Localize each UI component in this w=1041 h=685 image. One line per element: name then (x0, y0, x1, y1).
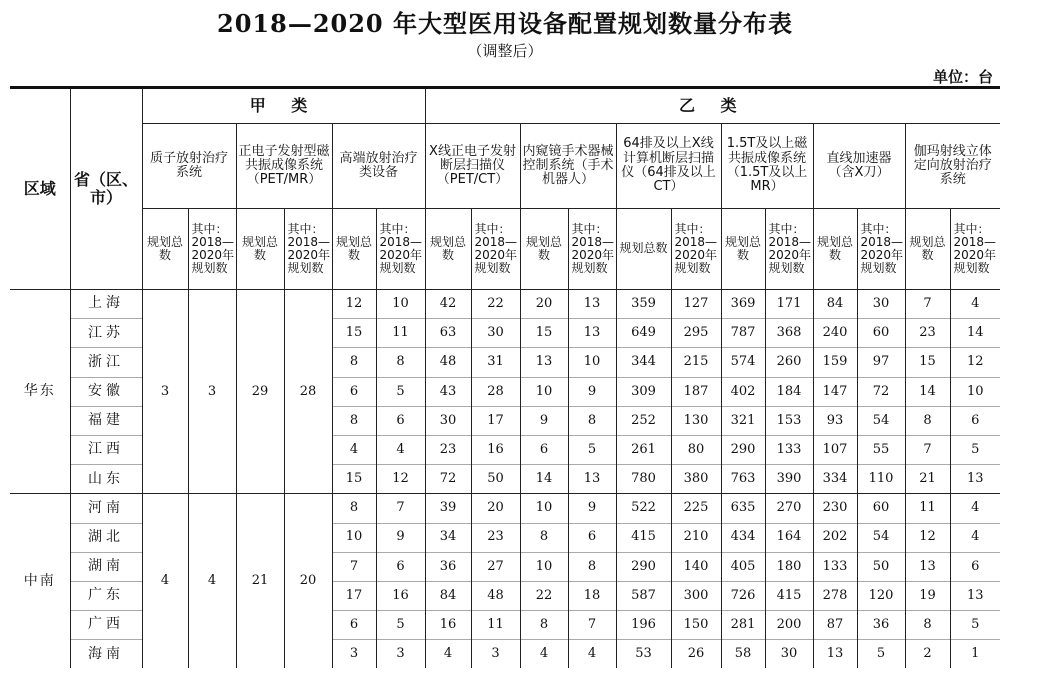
value-cell: 225 (671, 494, 721, 523)
value-cell: 28 (471, 377, 520, 406)
province-cell: 安徽 (70, 377, 142, 406)
equipment-header-5: 内窥镜手术器械控制系统（手术机器人） (520, 124, 616, 209)
value-cell: 31 (471, 348, 520, 377)
value-cell: 3 (471, 640, 520, 669)
value-cell: 30 (471, 319, 520, 348)
table-row (10, 290, 1000, 319)
header-category-a: 甲 类 (142, 88, 425, 124)
category-a-shared-value: 20 (284, 494, 332, 669)
value-cell: 8 (905, 611, 950, 640)
value-cell: 5 (857, 640, 905, 669)
value-cell: 11 (905, 494, 950, 523)
value-cell: 164 (765, 523, 813, 552)
value-cell: 36 (857, 611, 905, 640)
subheader-total: 规划总数 (425, 209, 471, 290)
value-cell: 20 (520, 290, 568, 319)
value-cell: 5 (376, 611, 425, 640)
value-cell: 13 (905, 552, 950, 581)
subheader-total: 规划总数 (236, 209, 284, 290)
value-cell: 9 (376, 523, 425, 552)
value-cell: 22 (520, 581, 568, 610)
subheader-plan: 其中：2018—2020年规划数 (284, 209, 332, 290)
table-row (10, 494, 1000, 523)
value-cell: 4 (950, 290, 1000, 319)
value-cell: 150 (671, 611, 721, 640)
subheader-plan: 其中：2018—2020年规划数 (765, 209, 813, 290)
subheader-total: 规划总数 (616, 209, 671, 290)
value-cell: 12 (376, 465, 425, 494)
value-cell: 54 (857, 406, 905, 435)
equipment-header-7: 1.5T及以上磁共振成像系统（1.5T及以上 MR） (721, 124, 813, 209)
value-cell: 60 (857, 319, 905, 348)
province-cell: 湖南 (70, 552, 142, 581)
value-cell: 34 (425, 523, 471, 552)
value-cell: 50 (857, 552, 905, 581)
value-cell: 8 (332, 348, 376, 377)
value-cell: 26 (671, 640, 721, 669)
value-cell: 10 (376, 290, 425, 319)
value-cell: 147 (813, 377, 857, 406)
value-cell: 3 (376, 640, 425, 669)
page-subtitle: （调整后） (467, 42, 543, 60)
value-cell: 763 (721, 465, 765, 494)
value-cell: 278 (813, 581, 857, 610)
value-cell: 10 (520, 494, 568, 523)
value-cell: 6 (950, 406, 1000, 435)
value-cell: 14 (520, 465, 568, 494)
value-cell: 309 (616, 377, 671, 406)
value-cell: 153 (765, 406, 813, 435)
region-cell: 中南 (10, 494, 70, 669)
value-cell: 110 (857, 465, 905, 494)
value-cell: 8 (520, 611, 568, 640)
value-cell: 4 (332, 435, 376, 464)
value-cell: 7 (568, 611, 616, 640)
value-cell: 60 (857, 494, 905, 523)
subheader-total: 规划总数 (905, 209, 950, 290)
value-cell: 17 (332, 581, 376, 610)
province-cell: 山东 (70, 465, 142, 494)
value-cell: 6 (568, 523, 616, 552)
value-cell: 180 (765, 552, 813, 581)
value-cell: 2 (905, 640, 950, 669)
value-cell: 15 (332, 465, 376, 494)
subheader-plan: 其中：2018—2020年规划数 (471, 209, 520, 290)
province-cell: 海南 (70, 640, 142, 669)
value-cell: 434 (721, 523, 765, 552)
value-cell: 58 (721, 640, 765, 669)
subheader-plan: 其中：2018—2020年规划数 (568, 209, 616, 290)
value-cell: 8 (376, 348, 425, 377)
value-cell: 7 (905, 290, 950, 319)
value-cell: 7 (376, 494, 425, 523)
value-cell: 50 (471, 465, 520, 494)
sub-header-row (10, 209, 1000, 290)
value-cell: 8 (905, 406, 950, 435)
value-cell: 53 (616, 640, 671, 669)
value-cell: 43 (425, 377, 471, 406)
value-cell: 270 (765, 494, 813, 523)
value-cell: 120 (857, 581, 905, 610)
subheader-plan: 其中：2018—2020年规划数 (376, 209, 425, 290)
value-cell: 6 (376, 406, 425, 435)
category-a-shared-value: 3 (142, 290, 188, 494)
value-cell: 19 (905, 581, 950, 610)
equipment-header-4: X线正电子发射断层扫描仪（PET/CT） (425, 124, 520, 209)
value-cell: 5 (568, 435, 616, 464)
value-cell: 252 (616, 406, 671, 435)
value-cell: 787 (721, 319, 765, 348)
value-cell: 133 (813, 552, 857, 581)
page-title: 2018—2020 年大型医用设备配置规划数量分布表 (217, 9, 793, 38)
subheader-plan: 其中：2018—2020年规划数 (857, 209, 905, 290)
value-cell: 295 (671, 319, 721, 348)
value-cell: 15 (905, 348, 950, 377)
value-cell: 16 (471, 435, 520, 464)
subheader-total: 规划总数 (332, 209, 376, 290)
province-cell: 福建 (70, 406, 142, 435)
province-cell: 广西 (70, 611, 142, 640)
value-cell: 9 (568, 377, 616, 406)
value-cell: 405 (721, 552, 765, 581)
subheader-plan: 其中：2018—2020年规划数 (950, 209, 1000, 290)
value-cell: 15 (332, 319, 376, 348)
value-cell: 15 (520, 319, 568, 348)
province-cell: 广东 (70, 581, 142, 610)
value-cell: 13 (950, 465, 1000, 494)
province-cell: 江西 (70, 435, 142, 464)
value-cell: 4 (950, 523, 1000, 552)
value-cell: 359 (616, 290, 671, 319)
value-cell: 4 (376, 435, 425, 464)
value-cell: 8 (332, 406, 376, 435)
value-cell: 8 (520, 523, 568, 552)
category-a-shared-value: 3 (188, 290, 236, 494)
value-cell: 649 (616, 319, 671, 348)
subheader-total: 规划总数 (520, 209, 568, 290)
value-cell: 16 (376, 581, 425, 610)
value-cell: 187 (671, 377, 721, 406)
province-cell: 上海 (70, 290, 142, 319)
category-a-shared-value: 29 (236, 290, 284, 494)
value-cell: 171 (765, 290, 813, 319)
value-cell: 17 (471, 406, 520, 435)
value-cell: 13 (520, 348, 568, 377)
province-cell: 湖北 (70, 523, 142, 552)
value-cell: 140 (671, 552, 721, 581)
equipment-header-3: 高端放射治疗类设备 (332, 124, 425, 209)
value-cell: 290 (616, 552, 671, 581)
value-cell: 6 (520, 435, 568, 464)
value-cell: 97 (857, 348, 905, 377)
value-cell: 4 (950, 494, 1000, 523)
value-cell: 587 (616, 581, 671, 610)
value-cell: 12 (950, 348, 1000, 377)
value-cell: 130 (671, 406, 721, 435)
value-cell: 6 (950, 552, 1000, 581)
category-a-shared-value: 4 (142, 494, 188, 669)
equipment-header-9: 伽玛射线立体定向放射治疗系统 (905, 124, 1000, 209)
value-cell: 1 (950, 640, 1000, 669)
subheader-total: 规划总数 (142, 209, 188, 290)
value-cell: 7 (905, 435, 950, 464)
value-cell: 210 (671, 523, 721, 552)
value-cell: 260 (765, 348, 813, 377)
value-cell: 10 (520, 377, 568, 406)
value-cell: 14 (950, 319, 1000, 348)
value-cell: 10 (520, 552, 568, 581)
value-cell: 368 (765, 319, 813, 348)
value-cell: 11 (471, 611, 520, 640)
value-cell: 8 (568, 552, 616, 581)
value-cell: 48 (425, 348, 471, 377)
value-cell: 39 (425, 494, 471, 523)
value-cell: 10 (950, 377, 1000, 406)
value-cell: 9 (520, 406, 568, 435)
value-cell: 16 (425, 611, 471, 640)
value-cell: 133 (765, 435, 813, 464)
allocation-table (10, 86, 1000, 668)
table-body (10, 290, 1000, 669)
value-cell: 369 (721, 290, 765, 319)
value-cell: 184 (765, 377, 813, 406)
value-cell: 84 (425, 581, 471, 610)
value-cell: 5 (950, 435, 1000, 464)
category-a-shared-value: 21 (236, 494, 284, 669)
value-cell: 300 (671, 581, 721, 610)
value-cell: 726 (721, 581, 765, 610)
value-cell: 5 (950, 611, 1000, 640)
value-cell: 380 (671, 465, 721, 494)
value-cell: 159 (813, 348, 857, 377)
equipment-header-8: 直线加速器（含X刀） (813, 124, 905, 209)
value-cell: 22 (471, 290, 520, 319)
value-cell: 23 (905, 319, 950, 348)
value-cell: 281 (721, 611, 765, 640)
value-cell: 196 (616, 611, 671, 640)
value-cell: 42 (425, 290, 471, 319)
equipment-header-2: 正电子发射型磁共振成像系统（PET/MR） (236, 124, 332, 209)
value-cell: 10 (332, 523, 376, 552)
value-cell: 780 (616, 465, 671, 494)
equipment-header-6: 64排及以上X线计算机断层扫描仪（64排及以上CT） (616, 124, 721, 209)
province-cell: 河南 (70, 494, 142, 523)
value-cell: 12 (332, 290, 376, 319)
value-cell: 30 (425, 406, 471, 435)
value-cell: 48 (471, 581, 520, 610)
value-cell: 402 (721, 377, 765, 406)
value-cell: 290 (721, 435, 765, 464)
value-cell: 20 (471, 494, 520, 523)
value-cell: 7 (332, 552, 376, 581)
value-cell: 415 (765, 581, 813, 610)
subheader-plan: 其中：2018—2020年规划数 (188, 209, 236, 290)
value-cell: 635 (721, 494, 765, 523)
value-cell: 240 (813, 319, 857, 348)
value-cell: 230 (813, 494, 857, 523)
province-cell: 浙江 (70, 348, 142, 377)
value-cell: 13 (568, 319, 616, 348)
unit-label: 单位：台 (932, 68, 993, 86)
value-cell: 84 (813, 290, 857, 319)
value-cell: 23 (471, 523, 520, 552)
value-cell: 72 (857, 377, 905, 406)
value-cell: 4 (568, 640, 616, 669)
header-province: 省（区、市） (70, 88, 142, 290)
value-cell: 415 (616, 523, 671, 552)
value-cell: 14 (905, 377, 950, 406)
value-cell: 27 (471, 552, 520, 581)
value-cell: 72 (425, 465, 471, 494)
equipment-header-row (10, 124, 1000, 209)
category-a-shared-value: 28 (284, 290, 332, 494)
value-cell: 261 (616, 435, 671, 464)
header-category-b: 乙 类 (425, 88, 1000, 124)
value-cell: 93 (813, 406, 857, 435)
value-cell: 87 (813, 611, 857, 640)
value-cell: 30 (765, 640, 813, 669)
value-cell: 13 (568, 290, 616, 319)
value-cell: 21 (905, 465, 950, 494)
value-cell: 8 (568, 406, 616, 435)
value-cell: 12 (905, 523, 950, 552)
value-cell: 390 (765, 465, 813, 494)
value-cell: 30 (857, 290, 905, 319)
subheader-total: 规划总数 (813, 209, 857, 290)
table-header (10, 88, 1000, 290)
value-cell: 6 (332, 611, 376, 640)
value-cell: 4 (520, 640, 568, 669)
value-cell: 107 (813, 435, 857, 464)
subheader-total: 规划总数 (721, 209, 765, 290)
province-cell: 江苏 (70, 319, 142, 348)
value-cell: 215 (671, 348, 721, 377)
value-cell: 202 (813, 523, 857, 552)
value-cell: 334 (813, 465, 857, 494)
value-cell: 8 (332, 494, 376, 523)
value-cell: 200 (765, 611, 813, 640)
value-cell: 13 (568, 465, 616, 494)
value-cell: 6 (376, 552, 425, 581)
region-cell: 华东 (10, 290, 70, 494)
value-cell: 36 (425, 552, 471, 581)
value-cell: 54 (857, 523, 905, 552)
header-region: 区域 (10, 88, 70, 290)
category-a-shared-value: 4 (188, 494, 236, 669)
value-cell: 13 (950, 581, 1000, 610)
value-cell: 127 (671, 290, 721, 319)
value-cell: 4 (425, 640, 471, 669)
value-cell: 344 (616, 348, 671, 377)
value-cell: 574 (721, 348, 765, 377)
value-cell: 55 (857, 435, 905, 464)
value-cell: 80 (671, 435, 721, 464)
value-cell: 5 (376, 377, 425, 406)
value-cell: 13 (813, 640, 857, 669)
value-cell: 11 (376, 319, 425, 348)
value-cell: 3 (332, 640, 376, 669)
equipment-header-1: 质子放射治疗系统 (142, 124, 236, 209)
subheader-plan: 其中：2018—2020年规划数 (671, 209, 721, 290)
value-cell: 23 (425, 435, 471, 464)
value-cell: 522 (616, 494, 671, 523)
value-cell: 63 (425, 319, 471, 348)
value-cell: 9 (568, 494, 616, 523)
value-cell: 18 (568, 581, 616, 610)
value-cell: 6 (332, 377, 376, 406)
value-cell: 321 (721, 406, 765, 435)
value-cell: 10 (568, 348, 616, 377)
